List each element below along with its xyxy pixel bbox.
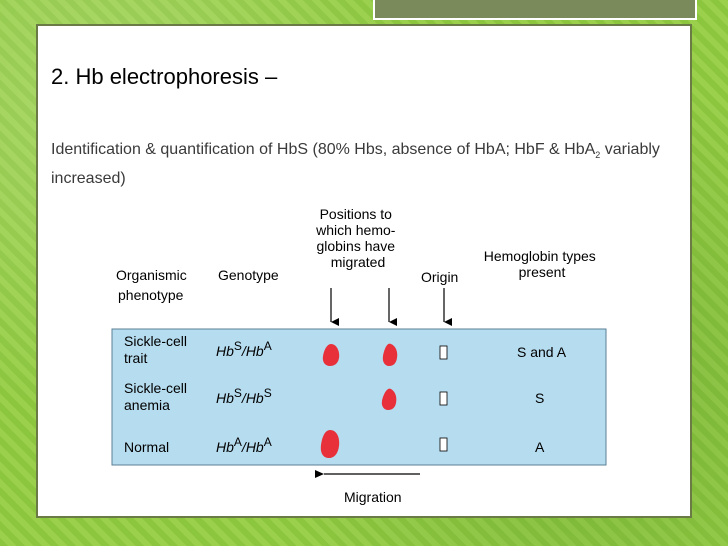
positions-header-line: migrated	[330, 254, 386, 270]
genotype-separator: /	[241, 439, 246, 455]
phenotype-header	[116, 267, 191, 303]
slide-title: 2. Hb electrophoresis –	[51, 64, 278, 89]
origin-well	[440, 346, 447, 359]
decorative-top-tab	[373, 0, 697, 20]
row-phenotype-line: anemia	[124, 397, 170, 413]
row-phenotype-line: Sickle-cell	[124, 333, 188, 349]
genotype-allele-b-sup: S	[263, 386, 272, 400]
genotype-header: Genotype	[218, 267, 279, 283]
genotype-separator: /	[241, 390, 246, 406]
electrophoresis-figure	[38, 26, 694, 520]
phenotype-header-line: Organismic	[116, 267, 187, 283]
genotype-allele-b-sup: A	[263, 435, 272, 449]
genotype-allele-b-sup: A	[263, 339, 272, 353]
genotype-allele-a: Hb	[216, 343, 234, 359]
genotype-separator: /	[241, 343, 246, 359]
row-phenotype-line: Sickle-cell	[124, 380, 188, 396]
row-phenotype-line: Normal	[124, 439, 170, 455]
positions-header-line: Positions to	[319, 206, 392, 222]
hb-types-header-line: present	[518, 264, 566, 280]
positions-header	[315, 206, 400, 270]
origin-header: Origin	[421, 269, 459, 285]
row-phenotype-line: trait	[124, 350, 148, 366]
genotype-allele-a: Hb	[216, 439, 234, 455]
genotype-allele-a: Hb	[216, 390, 234, 406]
origin-well	[440, 438, 447, 451]
body-text-subscript: 2	[595, 150, 601, 161]
genotype-allele-a-sup: A	[233, 435, 242, 449]
row-hb-types: S	[535, 390, 545, 406]
body-text-main: Identification & quantification of HbS (80% Hbs, absence of HbA; HbF & HbA	[51, 141, 596, 158]
hb-types-header-line: Hemoglobin types	[483, 248, 596, 264]
genotype-allele-b: Hb	[245, 439, 264, 455]
row-hb-types: S and A	[517, 344, 567, 360]
genotype-allele-b: Hb	[245, 390, 264, 406]
genotype-allele-a-sup: S	[233, 386, 242, 400]
genotype-allele-a-sup: S	[233, 339, 242, 353]
positions-header-line: which hemo-	[316, 222, 396, 238]
hemoglobin-types-header	[484, 248, 601, 280]
phenotype-header-line: phenotype	[118, 287, 184, 303]
slide-panel	[36, 24, 692, 518]
migration-label: Migration	[344, 489, 402, 505]
row-hb-types: A	[535, 439, 545, 455]
positions-header-line: globins have	[316, 238, 396, 254]
genotype-allele-b: Hb	[245, 343, 264, 359]
row-phenotype	[124, 439, 169, 455]
origin-well	[440, 392, 447, 405]
body-text-tail: variably increased)	[51, 141, 660, 188]
